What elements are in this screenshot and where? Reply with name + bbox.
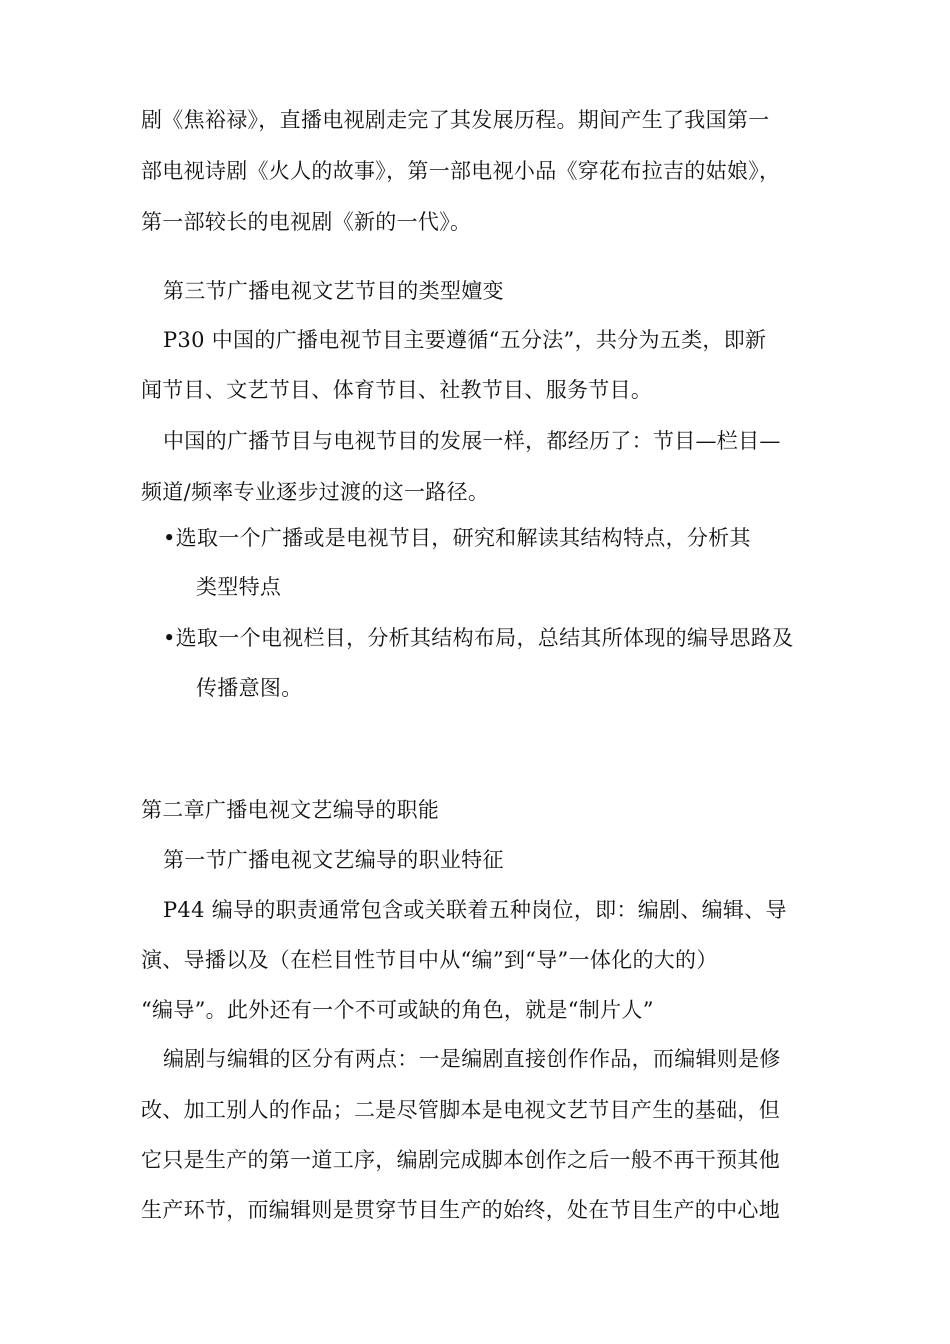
bullet-item: •选取一个广播或是电视节目，研究和解读其结构特点，分析其 — [163, 526, 751, 550]
bullet-item-continuation: 类型特点 — [196, 575, 282, 599]
paragraph-line: 生产环节，而编辑则是贯穿节目生产的始终，处在节目生产的中心地 — [141, 1198, 780, 1222]
paragraph-line: 第一部较长的电视剧《新的一代》。 — [141, 210, 472, 234]
paragraph-line: 改、加工别人的作品；二是尽管脚本是电视文艺节目产生的基础，但 — [141, 1098, 780, 1122]
section-heading: 第一节广播电视文艺编导的职业特征 — [163, 848, 504, 872]
paragraph-line: “编导”。此外还有一个不可或缺的角色，就是“制片人” — [141, 998, 654, 1022]
paragraph-line: 编剧与编辑的区分有两点：一是编剧直接创作作品，而编辑则是修 — [163, 1047, 781, 1071]
chapter-heading: 第二章广播电视文艺编导的职能 — [141, 798, 440, 822]
bullet-item: •选取一个电视栏目，分析其结构布局，总结其所体现的编导思路及 — [163, 626, 794, 650]
paragraph-line: 闻节目、文艺节目、体育节目、社教节目、服务节目。 — [141, 378, 653, 402]
section-heading: 第三节广播电视文艺节目的类型嬗变 — [163, 279, 504, 303]
paragraph-line: 演、导播以及（在栏目性节目中从“编”到“导”一体化的大的） — [141, 948, 718, 972]
paragraph-line: P30 中国的广播电视节目主要遵循“五分法”，共分为五类，即新 — [163, 328, 767, 352]
paragraph-line: 频道/频率专业逐步过渡的这一路径。 — [141, 480, 490, 504]
paragraph-line: 部电视诗剧《火人的故事》，第一部电视小品《穿花布拉吉的姑娘》， — [141, 159, 781, 183]
bullet-item-continuation: 传播意图。 — [196, 676, 303, 700]
paragraph-line: 剧《焦裕禄》，直播电视剧走完了其发展历程。期间产生了我国第一 — [141, 108, 770, 132]
paragraph-line: P44 编导的职责通常包含或关联着五种岗位，即：编剧、编辑、导 — [163, 898, 787, 922]
paragraph-line: 它只是生产的第一道工序，编剧完成脚本创作之后一般不再干预其他 — [141, 1148, 780, 1172]
paragraph-line: 中国的广播节目与电视节目的发展一样，都经历了：节目—栏目— — [163, 429, 781, 453]
